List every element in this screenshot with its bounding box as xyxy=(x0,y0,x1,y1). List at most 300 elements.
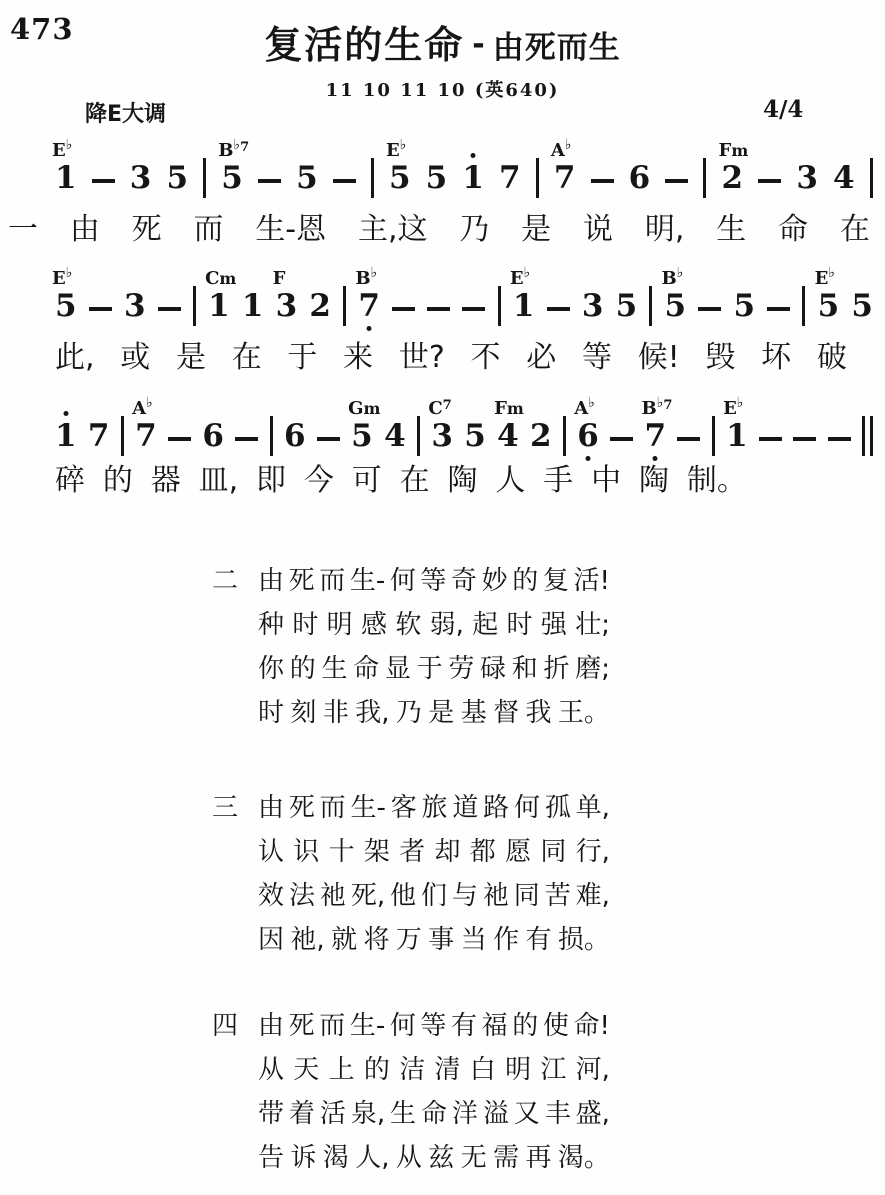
lyric-line-1 xyxy=(8,213,870,246)
verse-character: 我 xyxy=(525,697,552,728)
jianpu-note: 5 xyxy=(221,160,243,196)
chord-root: E xyxy=(385,140,400,161)
verse-character: 的 xyxy=(512,1010,539,1041)
lyric-syllable: 是 xyxy=(175,340,206,375)
note-extension-dash xyxy=(828,437,851,452)
jianpu-note: 4 xyxy=(384,418,406,454)
chord-root: F xyxy=(272,268,286,289)
flat-sign: ♭ xyxy=(564,137,572,153)
lyric-syllable: 陶 xyxy=(447,463,478,498)
jianpu-note: 5 xyxy=(425,160,448,196)
lyric-syllable: 生 xyxy=(716,212,747,247)
jianpu-note-token xyxy=(355,265,380,324)
jianpu-note: 5 xyxy=(817,288,840,324)
note-extension-dash xyxy=(759,437,782,452)
jianpu-note: 5 xyxy=(166,160,189,196)
verse-character: 生- xyxy=(349,1010,386,1041)
verse-character: 愿 xyxy=(505,836,532,867)
verse-line xyxy=(258,1133,610,1177)
barline-mark xyxy=(862,416,865,456)
dash-mark xyxy=(317,437,340,441)
chord-root: C xyxy=(205,268,220,289)
jianpu-note-token xyxy=(796,160,818,196)
verse-lines xyxy=(258,783,610,959)
double-barline-marks xyxy=(862,416,873,456)
dash-mark xyxy=(258,179,281,183)
chord-label xyxy=(52,137,73,161)
chord-root: E xyxy=(509,268,524,289)
verse-character: 的 xyxy=(363,1054,390,1085)
lyric-syllable: 碎 xyxy=(55,463,85,498)
jianpu-note-token xyxy=(202,418,224,454)
verse-character: 再 xyxy=(525,1142,552,1173)
lyric-syllable: 世? xyxy=(398,340,445,375)
dash-mark xyxy=(427,307,450,311)
verse-character: 活! xyxy=(573,565,610,596)
verse-character: 于 xyxy=(416,653,443,684)
jianpu-note: 5 xyxy=(55,288,77,324)
measure-barline xyxy=(371,158,374,194)
chord-label xyxy=(132,395,153,419)
verse-line xyxy=(258,783,610,827)
verse-character: 泉, xyxy=(350,1098,386,1129)
jianpu-note-token xyxy=(55,418,77,454)
verse-character: 生 xyxy=(321,653,348,684)
chord-quality: m xyxy=(363,399,381,418)
verse-character: 命! xyxy=(573,1010,610,1041)
note-extension-dash xyxy=(677,437,700,452)
barline-mark xyxy=(203,158,206,198)
chord-label xyxy=(723,395,744,419)
verse-character: 孤 xyxy=(544,792,571,823)
verse-character: 由 xyxy=(258,792,285,823)
chord-label xyxy=(509,265,531,289)
octave-dot-low xyxy=(653,456,658,461)
jianpu-note: 1 xyxy=(726,418,748,454)
barline-mark xyxy=(417,416,420,456)
jianpu-note-token xyxy=(464,418,486,454)
verse-character: 丰 xyxy=(544,1098,571,1129)
verse-character: 清 xyxy=(434,1054,461,1085)
chord-root: E xyxy=(52,268,66,289)
verse-lines xyxy=(258,556,610,732)
chord-label xyxy=(428,400,451,418)
jianpu-note: 5 xyxy=(851,288,873,324)
note-extension-dash xyxy=(258,179,281,194)
chord-label xyxy=(52,265,73,289)
verse-character: 无 xyxy=(460,1142,487,1173)
verse-character: 死 xyxy=(288,1010,315,1041)
verse-character: 们 xyxy=(420,880,447,911)
dash-mark xyxy=(235,437,258,441)
jianpu-note: 5 xyxy=(351,418,373,454)
jianpu-note-token xyxy=(661,265,687,324)
jianpu-note: 1 xyxy=(208,288,230,324)
barline-mark xyxy=(193,286,196,326)
verse-line xyxy=(258,556,610,600)
jianpu-note-token xyxy=(581,288,604,324)
lyric-syllable: 毁 xyxy=(705,340,736,375)
verse-character: 等 xyxy=(420,1010,447,1041)
jianpu-note: 5 xyxy=(615,288,638,324)
verse-character: 就 xyxy=(331,924,358,955)
verse-character: 起 xyxy=(472,609,499,640)
verse-character: 死 xyxy=(288,565,315,596)
measure-barline xyxy=(802,286,805,322)
verse-character: 与 xyxy=(451,880,478,911)
verse-character: 都 xyxy=(469,836,496,867)
verse-character: 由 xyxy=(258,1010,285,1041)
verse-character: 种 xyxy=(258,609,285,640)
chord-label xyxy=(661,265,684,289)
verse-line xyxy=(258,1045,610,1089)
jianpu-note-token xyxy=(309,288,331,324)
note-extension-dash xyxy=(333,179,356,194)
hymn-number: 473 xyxy=(10,12,74,46)
verse-character: 溢 xyxy=(482,1098,509,1129)
verse-character: 督 xyxy=(493,697,520,728)
jianpu-note-token xyxy=(574,395,599,454)
verse-line xyxy=(258,1001,610,1045)
verse-character: 显 xyxy=(384,653,411,684)
jianpu-note: 7 xyxy=(87,418,110,454)
verse-character: 法 xyxy=(288,880,315,911)
dash-mark xyxy=(828,437,851,441)
measure-barline xyxy=(343,286,346,322)
verse-character: 王。 xyxy=(557,697,610,728)
jianpu-note: 3 xyxy=(581,288,604,324)
verse-character: 着 xyxy=(288,1098,315,1129)
note-extension-dash xyxy=(235,437,258,452)
hymn-title xyxy=(0,14,885,69)
jianpu-note: 3 xyxy=(796,160,818,196)
barline-mark xyxy=(649,286,652,326)
verse-character: 的 xyxy=(289,653,316,684)
note-extension-dash xyxy=(392,307,415,322)
verse-number: 二 xyxy=(212,565,239,596)
lyric-syllable: 破 xyxy=(816,340,847,375)
verse-line xyxy=(258,827,610,871)
verse-character: 而 xyxy=(319,1010,346,1041)
jianpu-note-token xyxy=(87,418,110,454)
verse-character: 认 xyxy=(258,836,285,867)
verse-character: 十 xyxy=(328,836,355,867)
verse-character: 渴 xyxy=(322,1142,349,1173)
verse-character: 何 xyxy=(514,792,541,823)
verse-character: 又 xyxy=(513,1098,540,1129)
verse-character: 架 xyxy=(363,836,390,867)
lyric-syllable: 皿, xyxy=(198,463,239,498)
verse-character: 识 xyxy=(293,836,320,867)
barline-mark xyxy=(498,286,501,326)
jianpu-note-token xyxy=(530,418,552,454)
note-extension-dash xyxy=(158,307,181,322)
note-extension-dash xyxy=(92,179,115,194)
barline-mark xyxy=(343,286,346,326)
verse-line xyxy=(258,1089,610,1133)
flat-sign: ♭ xyxy=(736,395,744,411)
verse-character: 碌 xyxy=(480,653,507,684)
jianpu-note: 5 xyxy=(733,288,756,324)
barline-mark xyxy=(802,286,805,326)
verse-character: 我, xyxy=(355,697,390,728)
verse-character: 基 xyxy=(460,697,487,728)
jianpu-note: 6 xyxy=(577,421,599,452)
jianpu-note: 6 xyxy=(202,418,224,454)
verse-character: 祂, xyxy=(290,924,325,955)
barline-mark xyxy=(371,158,374,198)
measure-barline xyxy=(193,286,196,322)
verse-character: 行, xyxy=(575,836,610,867)
stanza-3 xyxy=(212,783,610,959)
chord-root: E xyxy=(52,140,66,161)
hymn-meter: 11 10 11 10 (英640) xyxy=(325,80,560,101)
dash-mark xyxy=(677,437,700,441)
verse-character: 磨; xyxy=(575,653,610,684)
verse-character: 苦 xyxy=(544,880,571,911)
dash-mark xyxy=(547,307,570,311)
dash-mark xyxy=(793,437,816,441)
chord-root: E xyxy=(723,398,737,419)
jianpu-note-token xyxy=(462,160,484,196)
lyric-syllable: 中 xyxy=(591,463,622,498)
verse-character: 由 xyxy=(258,565,285,596)
verse-character: 和 xyxy=(511,653,538,684)
lyric-syllable: 在 xyxy=(839,212,870,247)
jianpu-note: 5 xyxy=(388,160,411,196)
barline-mark xyxy=(703,158,706,198)
verse-character: 何 xyxy=(389,565,416,596)
lyric-syllable: 今 xyxy=(303,463,334,498)
measure-barline xyxy=(563,416,566,452)
octave-dot-low xyxy=(586,456,591,461)
chord-extension: 7 xyxy=(240,140,250,155)
note-extension-dash xyxy=(89,307,112,322)
verse-character: 生 xyxy=(390,1098,417,1129)
verse-character: 明 xyxy=(505,1054,532,1085)
jianpu-note: 5 xyxy=(664,288,687,324)
jianpu-note-token xyxy=(550,137,576,196)
octave-dot-high xyxy=(63,411,68,416)
chord-extension: 7 xyxy=(442,398,452,413)
note-extension-dash xyxy=(168,437,191,452)
lyric-line-3 xyxy=(55,464,747,497)
verse-character: 是 xyxy=(428,697,455,728)
lyric-syllable: 陶 xyxy=(639,463,670,498)
verse-character: 从 xyxy=(258,1054,285,1085)
chord-root: F xyxy=(718,140,732,161)
jianpu-note-token xyxy=(241,288,264,324)
jianpu-note-token xyxy=(428,398,453,454)
jianpu-note-token xyxy=(296,160,318,196)
flat-sign: ♭ xyxy=(370,265,378,281)
verse-character: 万 xyxy=(395,924,422,955)
lyric-syllable: 手 xyxy=(543,463,574,498)
lyric-syllable: 不 xyxy=(470,340,501,375)
verse-character: 道 xyxy=(452,792,479,823)
verse-character: 劳 xyxy=(448,653,475,684)
chord-label xyxy=(641,395,673,419)
flat-sign: ♭ xyxy=(828,265,835,281)
dash-mark xyxy=(392,307,415,311)
chord-label xyxy=(814,265,835,289)
dash-mark xyxy=(759,437,782,441)
verse-character: 命 xyxy=(353,653,380,684)
note-extension-dash xyxy=(665,179,688,194)
verse-character: 兹 xyxy=(428,1142,455,1173)
chord-quality: m xyxy=(731,141,749,160)
lyric-syllable: 乃 xyxy=(459,212,490,247)
verse-character: 单, xyxy=(575,792,610,823)
chord-root: B xyxy=(218,140,234,161)
verse-character: 损。 xyxy=(557,924,610,955)
flat-sign: ♭ xyxy=(523,265,531,281)
verse-character: 命 xyxy=(420,1098,447,1129)
dash-mark xyxy=(89,307,112,311)
verse-character: 弱, xyxy=(429,609,464,640)
octave-dot-low xyxy=(367,326,372,331)
stanza-2 xyxy=(212,556,610,732)
note-extension-dash xyxy=(427,307,450,322)
jianpu-note-token xyxy=(723,395,748,454)
verse-character: 他 xyxy=(390,880,417,911)
chord-root: A xyxy=(550,140,565,161)
lyric-syllable: 死 xyxy=(131,212,162,247)
flat-sign: ♭ xyxy=(399,137,407,153)
dash-mark xyxy=(591,179,614,183)
jianpu-note-token xyxy=(52,137,77,196)
lyric-syllable: 生-恩 xyxy=(255,212,327,247)
flat-sign: ♭ xyxy=(233,137,241,153)
verse-character: 等 xyxy=(420,565,447,596)
verse-character: 乃 xyxy=(395,697,422,728)
jianpu-note-token xyxy=(851,288,873,324)
chord-label xyxy=(385,137,407,161)
chord-extension: 7 xyxy=(663,398,673,413)
verse-character: 生- xyxy=(349,565,386,596)
barline-mark xyxy=(121,416,124,456)
chord-label xyxy=(205,270,236,288)
lyric-syllable: 是 xyxy=(521,212,552,247)
jianpu-note: 5 xyxy=(464,418,486,454)
jianpu-note-token xyxy=(384,418,406,454)
lyric-line-2 xyxy=(55,341,847,374)
jianpu-note: 7 xyxy=(645,421,667,452)
lyric-syllable: 由 xyxy=(69,212,100,247)
verse-lines xyxy=(258,1001,610,1177)
measure-barline xyxy=(270,416,273,452)
note-extension-dash xyxy=(698,307,721,322)
verse-character: 软 xyxy=(395,609,422,640)
verse-line xyxy=(258,600,610,644)
verse-character: 刻 xyxy=(290,697,317,728)
barline-mark xyxy=(270,416,273,456)
chord-root: A xyxy=(574,398,589,419)
verse-character: 有 xyxy=(451,1010,478,1041)
verse-character: 时 xyxy=(292,609,319,640)
dash-mark xyxy=(462,307,485,311)
lyric-syllable: 明, xyxy=(644,212,685,247)
jianpu-note-token xyxy=(641,395,673,454)
stanza-4 xyxy=(212,1001,610,1177)
jianpu-note: 1 xyxy=(55,421,77,452)
lyric-syllable: 来 xyxy=(343,340,374,375)
flat-sign: ♭ xyxy=(676,265,684,281)
verse-character: 者 xyxy=(399,836,426,867)
measure-barline xyxy=(703,158,706,194)
chord-root: F xyxy=(494,398,507,419)
lyric-syllable: 或 xyxy=(120,340,151,375)
jianpu-note-token xyxy=(348,398,381,454)
measure-barline xyxy=(712,416,715,452)
verse-character: 同 xyxy=(513,880,540,911)
jianpu-music-line-2 xyxy=(52,256,873,324)
verse-line xyxy=(258,688,610,732)
jianpu-note: 2 xyxy=(721,160,744,196)
jianpu-note-token xyxy=(123,288,146,324)
verse-character: 祂 xyxy=(482,880,509,911)
lyric-syllable: 器 xyxy=(150,463,181,498)
dash-mark xyxy=(168,437,191,441)
verse-character: 事 xyxy=(428,924,455,955)
chord-root: A xyxy=(132,398,147,419)
verse-character: 使 xyxy=(542,1010,569,1041)
flat-sign: ♭ xyxy=(588,395,595,411)
jianpu-note-token xyxy=(52,265,77,324)
verse-character: 时 xyxy=(506,609,533,640)
note-extension-dash xyxy=(758,179,781,194)
octave-dot-high xyxy=(471,153,476,158)
jianpu-note: 1 xyxy=(241,288,264,324)
jianpu-note-token xyxy=(814,265,840,324)
verse-character: 的 xyxy=(512,565,539,596)
verse-character: 人, xyxy=(355,1142,390,1173)
jianpu-music-line-3 xyxy=(55,386,873,452)
jianpu-note: 5 xyxy=(296,160,318,196)
jianpu-note: 1 xyxy=(512,288,535,324)
verse-number: 四 xyxy=(212,1010,239,1041)
verse-number: 三 xyxy=(212,792,239,823)
jianpu-note-token xyxy=(733,288,756,324)
verse-character: 妙 xyxy=(481,565,508,596)
verse-character: 诉 xyxy=(290,1142,317,1173)
jianpu-note-token xyxy=(615,288,638,324)
jianpu-note: 2 xyxy=(309,288,331,324)
verse-character: 作 xyxy=(493,924,520,955)
measure-barline xyxy=(536,158,539,194)
lyric-syllable: 等 xyxy=(581,340,612,375)
verse-line xyxy=(258,871,610,915)
verse-character: 却 xyxy=(434,836,461,867)
chord-root: G xyxy=(348,398,364,419)
barline-mark xyxy=(536,158,539,198)
dash-mark xyxy=(665,179,688,183)
verse-character: 死 xyxy=(288,792,315,823)
jianpu-note-token xyxy=(283,418,306,454)
dash-mark xyxy=(698,307,721,311)
barline-mark xyxy=(563,416,566,456)
note-extension-dash xyxy=(591,179,614,194)
jianpu-note-token xyxy=(166,160,189,196)
barline-mark xyxy=(870,158,873,198)
verse-character: 奇 xyxy=(451,565,478,596)
hymn-title-subtitle: 由死而生 xyxy=(492,30,621,66)
jianpu-note: 7 xyxy=(358,291,380,322)
jianpu-note-token xyxy=(272,268,298,324)
lyric-syllable: 说 xyxy=(583,212,613,247)
flat-sign: ♭ xyxy=(146,395,153,411)
lyric-syllable: 在 xyxy=(231,340,262,375)
